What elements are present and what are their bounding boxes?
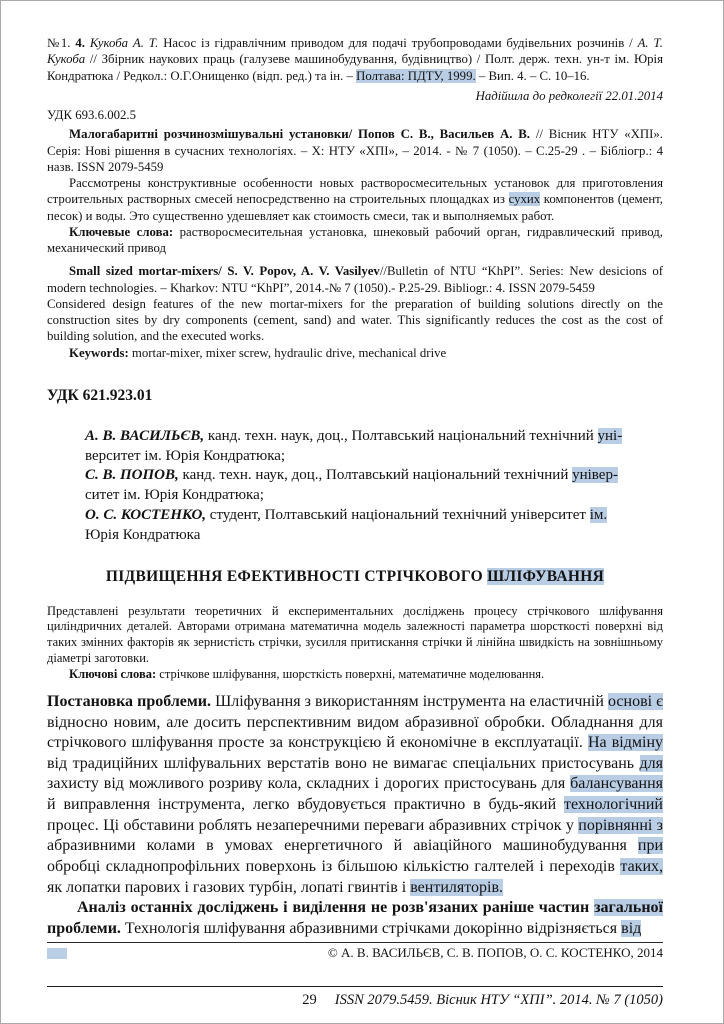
authors-block (85, 427, 663, 546)
paragraph-problem-statement: Постановка проблеми. Шліфування з використанням інструмента на еластичній основі є відносно новим, але досить перспективним видом абразивної обробки. Обладнання для стрічкового шліфування просте за конструкцією й економічне в експлуатації. На відміну від традиційних шліфувальних верстатів воно не вимагає спеціальних пристосувань для захисту від можливого розриву кола, складних і дорогих пристосувань для балансування й виправлення інструмента, легко вбудовується практично в будь-який технологічний процес. Ці обставини роблять незаперечними переваги абразивних стрічок у порівнянні з абразивними колами в умовах енергетичного й авіаційного машинобудування при обробці складнопрофільних поверхонь із більшою кількістю галтелей і переходів таких, як лопатки парових і газових турбін, лопаті гвинтів і вентиляторів. (47, 692, 664, 896)
abstract-ru: Рассмотрены конструктивные особенности новых растворосмесительных установок для приготовления строительных растворных смесей непосредственно на строительных площадках из сухих компонентов (цемент, песок) и воды. Это существенно удешевляет как стоимость смеси, так и выполняемых работ. (47, 176, 664, 223)
article-title: ПІДВИЩЕННЯ ЕФЕКТИВНОСТІ СТРІЧКОВОГО ШЛІФУВАННЯ (105, 567, 605, 585)
footnote-rule (47, 942, 663, 943)
udc-number-article: УДК 621.923.01 (47, 386, 153, 404)
copyright-line: © А. В. ВАСИЛЬЄВ, С. В. ПОПОВ, О. С. КОСТЕНКО, 2014 (327, 945, 663, 961)
highlight-artifact (47, 948, 67, 959)
reference-entry: №1. 4. Кукоба А. Т. Насос із гідравлічним приводом для подачі трубопроводами будівельних розчинів / А. Т. Кукоба // Збірник наукових праць (галузеве машинобудування, будівництво) / Полт. держ. техн. ун-т ім. Юрія Кондратюка / Редкол.: О.Г.Онищенко (відп. ред.) та ін. – Полтава: ПДТУ, 1999. – Вип. 4. – С. 10–16. (47, 36, 663, 83)
author-entry-vasyliev: А. В. ВАСИЛЬЄВ, канд. техн. наук, доц., Полтавський національний технічний уні- верситет ім. Юрія Кондратюка; (85, 427, 623, 464)
received-date: Надійшла до редколегії 22.01.2014 (475, 88, 663, 103)
page-footer (47, 986, 663, 1009)
journal-issn-line: ISSN 2079.5459. Вісник НТУ “ХПІ”. 2014. № 7 (1050) (334, 992, 663, 1008)
author-entry-popov: С. В. ПОПОВ, канд. техн. наук, доц., Полтавський національний технічний універ- ситет ім. Юрія Кондратюка; (85, 467, 618, 504)
bibliographic-entry-ua: Малогабаритні розчинозмішувальні установки/ Попов С. В., Васильев А. В. // Вісник НТУ «ХПІ». Серія: Нові рішення в сучасних технологіях. – Х: НТУ «ХПІ», – 2014. - № 7 (1050). – С.25-29 . – Бібліогр.: 4 назв. ISSN 2079-5459 (47, 127, 663, 174)
abstract-en: Considered design features of the new mortar-mixers for the preparation of building solutions directly on the construction sites by dry components (cement, sand) and water. This significantly reduces the cost as the cost of building solution, and the executed works. (47, 296, 663, 344)
copyright-row (47, 945, 663, 962)
bibliographic-entry-en: Small sized mortar-mixers/ S. V. Popov, A. V. Vasilyev//Bulletin of NTU “KhPI”. Series: New desicions of modern technologies. – Kharkov: NTU “KhPI”, 2014.-№ 7 (1050).- P.25-29. Bibliogr.: 4. ISSN 2079-5459 (47, 264, 664, 295)
author-entry-kostenko: О. С. КОСТЕНКО, студент, Полтавський національний технічний університет ім. Юрія Кондратюка (85, 506, 608, 543)
paragraph-analysis: Аналіз останніх досліджень і виділення не розв'язаних раніше частин загальної проблеми. Технологія шліфування абразивними стрічками докорінно відрізняється від (47, 899, 663, 937)
keywords-en: Keywords: mortar-mixer, mixer screw, hydraulic drive, mechanical drive (69, 345, 447, 360)
udc-number-top: УДК 693.6.002.5 (47, 108, 137, 122)
keywords-uk: Ключові слова: стрічкове шліфування, шорсткість поверхні, математичне моделювання. (69, 667, 545, 682)
page-number: 29 (302, 992, 317, 1008)
footer-line (47, 992, 663, 1009)
abstract-uk: Представлені результати теоретичних й експериментальних досліджень процесу стрічкового шліфування циліндричних деталей. Авторами отримана математична модель залежності параметра шорсткості поверхні від таких змінних факторів як зернистість стрічки, зусилля притискання стрічки й лінійна швидкість на зовнішньому діаметрі заготовки. (47, 603, 663, 666)
keywords-ru: Ключевые слова: растворосмесительная установка, шнековый рабочий орган, гидравлический привод, механический привод (47, 224, 663, 255)
footer-rule (47, 986, 663, 987)
